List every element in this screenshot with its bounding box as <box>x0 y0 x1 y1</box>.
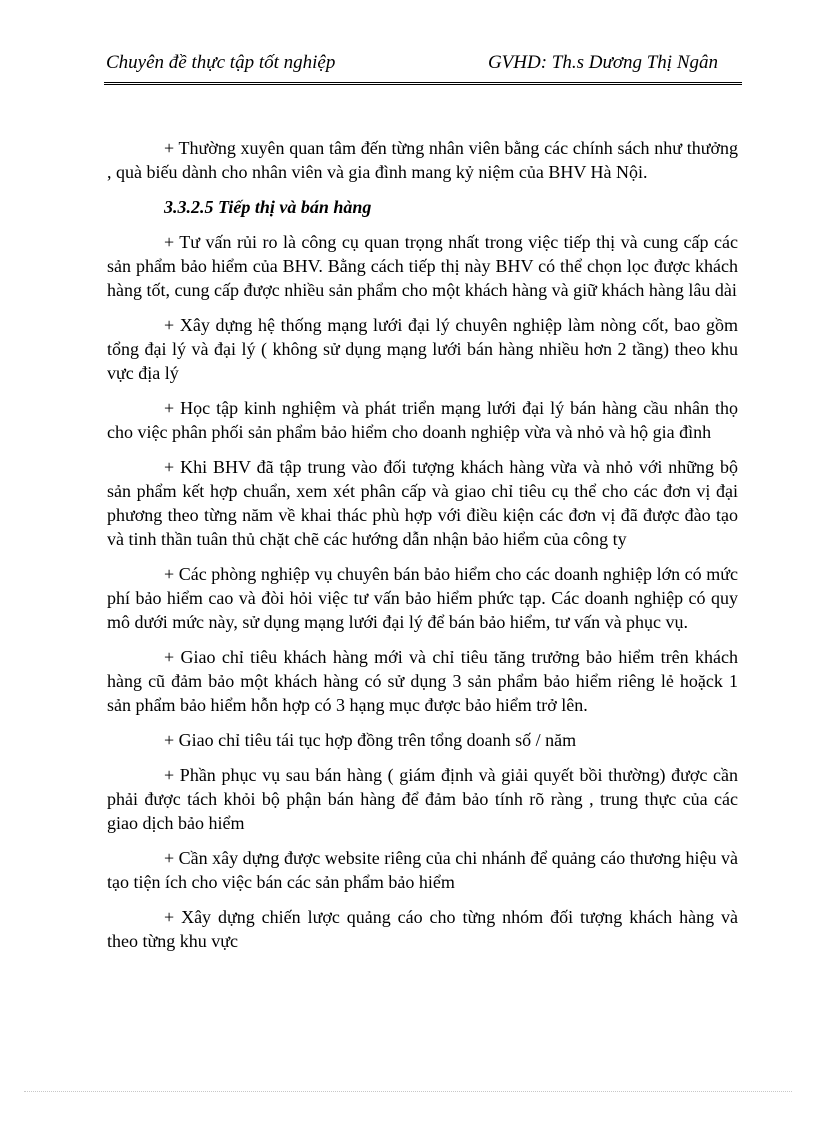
header-divider <box>104 82 742 85</box>
paragraph-after-sales: + Phần phục vụ sau bán hàng ( giám định và giải quyết bồi thường) được cần phải được tách khỏi bộ phận bán hàng để đảm bảo tính rõ ràng , trung thực của các giao dịch bảo hiểm <box>107 765 738 833</box>
paragraph-renewal-targets: + Giao chỉ tiêu tái tục hợp đồng trên tổng doanh số / năm <box>164 730 577 750</box>
header-supervisor: GVHD: Th.s Dương Thị Ngân <box>487 52 718 73</box>
paragraph-website: + Cần xây dựng được website riêng của chi nhánh để quảng cáo thương hiệu và tạo tiện ích cho việc bán các sản phẩm bảo hiểm <box>107 848 738 892</box>
header-document-title: Chuyên đề thực tập tốt nghiệp <box>106 52 336 73</box>
page-header <box>104 49 742 79</box>
paragraph-sme-focus: + Khi BHV đã tập trung vào đối tượng khách hàng vừa và nhỏ với những bộ sản phẩm kết hợp chuẩn, xem xét phân cấp và giao chỉ tiêu cụ thể cho các đơn vị đại phương theo từng năm về khai thác phù hợp với điều kiện các đơn vị đã được đào tạo và tinh thần tuân thủ chặt chẽ các hướng dẫn nhận bảo hiểm của công ty <box>107 457 738 549</box>
paragraph-life-insurance-experience: + Học tập kinh nghiệm và phát triển mạng lưới đại lý bán hàng cầu nhân thọ cho việc phân phối sản phẩm bảo hiểm cho doanh nghiệp vừa và nhỏ và hộ gia đình <box>107 398 738 442</box>
section-heading: 3.3.2.5 Tiếp thị và bán hàng <box>164 197 372 217</box>
paragraph-risk-consulting: + Tư vấn rủi ro là công cụ quan trọng nhất trong việc tiếp thị và cung cấp các sản phẩm bảo hiểm của BHV. Bằng cách tiếp thị này BHV có thể chọn lọc được khách hàng tốt, cung cấp được nhiều sản phẩm cho một khách hàng và giữ khách hàng lâu dài <box>107 232 738 300</box>
paragraph-new-customer-targets: + Giao chỉ tiêu khách hàng mới và chỉ tiêu tăng trưởng bảo hiểm trên khách hàng cũ đảm bảo một khách hàng có sử dụng 3 sản phẩm bảo hiểm riêng lẻ hoặck 1 sản phẩm bảo hiểm hỗn hợp có 3 hạng mục được bảo hiểm trở lên. <box>107 647 738 715</box>
paragraph-employee-care: + Thường xuyên quan tâm đến từng nhân viên bằng các chính sách như thưởng , quà biếu dành cho nhân viên và gia đình mang kỷ niệm của BHV Hà Nội. <box>107 138 738 182</box>
document-body <box>107 136 738 964</box>
paragraph-agent-network: + Xây dựng hệ thống mạng lưới đại lý chuyên nghiệp làm nòng cốt, bao gồm tổng đại lý và đại lý ( không sử dụng mạng lưới bán hàng nhiều hơn 2 tầng) theo khu vực địa lý <box>107 315 738 383</box>
paragraph-advertising-strategy: + Xây dựng chiến lược quảng cáo cho từng nhóm đối tượng khách hàng và theo từng khu vực <box>107 907 738 951</box>
paragraph-corporate-sales: + Các phòng nghiệp vụ chuyên bán bảo hiểm cho các doanh nghiệp lớn có mức phí bảo hiểm cao và đòi hỏi việc tư vấn bảo hiểm phức tạp. Các doanh nghiệp có quy mô dưới mức này, sử dụng mạng lưới đại lý để bán bảo hiểm, tư vấn và phục vụ. <box>107 564 738 632</box>
page-bottom-border <box>24 1091 792 1092</box>
